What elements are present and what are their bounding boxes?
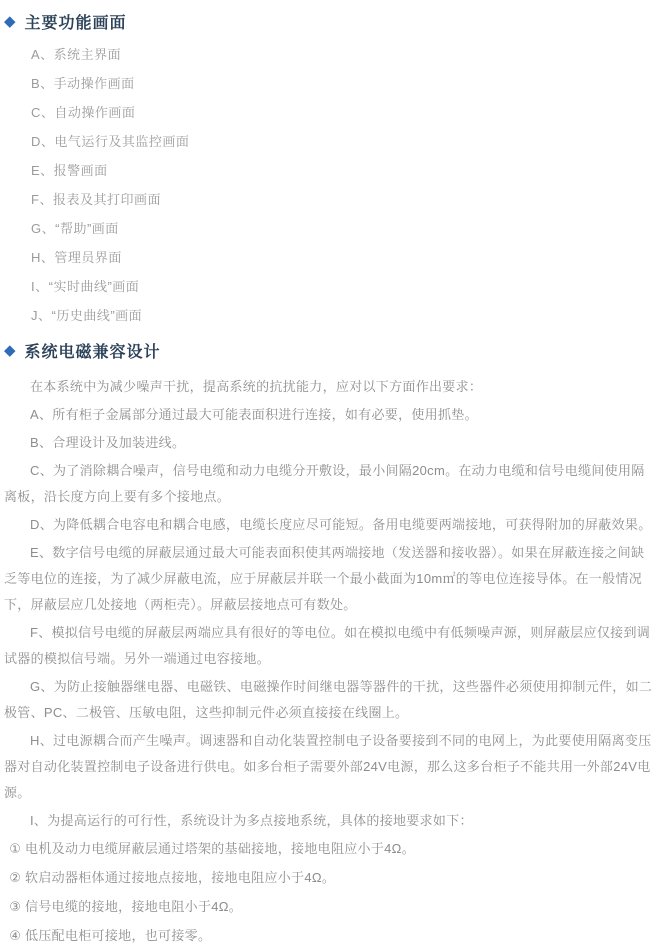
section-main-functions <box>4 10 654 325</box>
paragraph: G、为防止接触器继电器、电磁铁、电磁操作时间继电器等器件的干扰，这些器件必须使用抑制元件，如二极管、PC、二极管、压敏电阻，这些抑制元件必须直接接在线圈上。 <box>4 679 653 720</box>
section-emc-design <box>4 339 654 949</box>
paragraph: C、为了消除耦合噪声，信号电缆和动力电缆分开敷设，最小间隔20cm。在动力电缆和信号电缆间使用隔离板，沿长度方向上要有多个接地点。 <box>4 463 645 504</box>
list-item: I、“实时曲线”画面 <box>31 279 140 294</box>
paragraph: B、合理设计及加装进线。 <box>30 435 186 450</box>
list-item: J、“历史曲线”画面 <box>31 308 143 323</box>
list-item: H、管理员界面 <box>31 250 122 265</box>
paragraph: H、过电源耦合而产生噪声。调速器和自动化装置控制电子设备要接到不同的电网上，为此要使用隔离变压器对自动化装置控制电子设备进行供电。如多台柜子需要外部24V电源，那么这多台柜子不能共用一外部24V电源。 <box>4 733 652 800</box>
diamond-icon: ◆ <box>4 342 16 359</box>
list-item: D、电气运行及其监控画面 <box>31 134 190 149</box>
list-item: A、系统主界面 <box>31 47 122 62</box>
paragraph: F、模拟信号电缆的屏蔽层两端应具有很好的等电位。如在模拟电缆中有低频噪声源，则屏蔽层应仅接到调试器的模拟信号端。另外一端通过电容接地。 <box>4 625 651 666</box>
numbered-item: ② 软启动器柜体通过接地点接地，接地电阻应小于4Ω。 <box>9 870 336 885</box>
list-item: C、自动操作画面 <box>31 105 136 120</box>
section-title-emc-design: 系统电磁兼容设计 <box>24 344 161 361</box>
list-item: E、报警画面 <box>31 163 108 178</box>
paragraph: I、为提高运行的可行性，系统设计为多点接地系统，具体的接地要求如下： <box>30 813 473 828</box>
numbered-item: ③ 信号电缆的接地，接地电阻小于4Ω。 <box>9 899 243 914</box>
function-screen-list <box>31 45 654 325</box>
list-item: F、报表及其打印画面 <box>31 192 161 207</box>
paragraph: D、为降低耦合电容电和耦合电感，电缆长度应尽可能短。备用电缆要两端接地，可获得附加的屏蔽效果。 <box>30 517 652 532</box>
paragraph: A、所有柜子金属部分通过最大可能表面积进行连接，如有必要，使用抓垫。 <box>30 407 478 422</box>
paragraph: E、数字信号电缆的屏蔽层通过最大可能表面积使其两端接地（发送器和接收器）。如果在屏蔽连接之间缺乏等电位的连接，为了减少屏蔽电流，应于屏蔽层并联一个最小截面为10m㎡的等电位连接导体。在一般情况下，屏蔽层应几处接地（两柜壳）。屏蔽层接地点可有数处。 <box>4 545 645 612</box>
list-item: G、“帮助”画面 <box>31 221 119 236</box>
section-heading-main-functions <box>4 10 654 33</box>
list-item: B、手动操作画面 <box>31 76 135 91</box>
section-heading-emc-design <box>4 339 654 362</box>
diamond-icon: ◆ <box>4 13 16 30</box>
paragraph: 在本系统中为减少噪声干扰，提高系统的抗扰能力，应对以下方面作出要求： <box>30 379 483 394</box>
numbered-item: ① 电机及动力电缆屏蔽层通过塔架的基础接地，接地电阻应小于4Ω。 <box>9 841 416 856</box>
numbered-item: ④ 低压配电柜可接地，也可接零。 <box>9 928 212 943</box>
section-title-main-functions: 主要功能画面 <box>24 15 127 32</box>
